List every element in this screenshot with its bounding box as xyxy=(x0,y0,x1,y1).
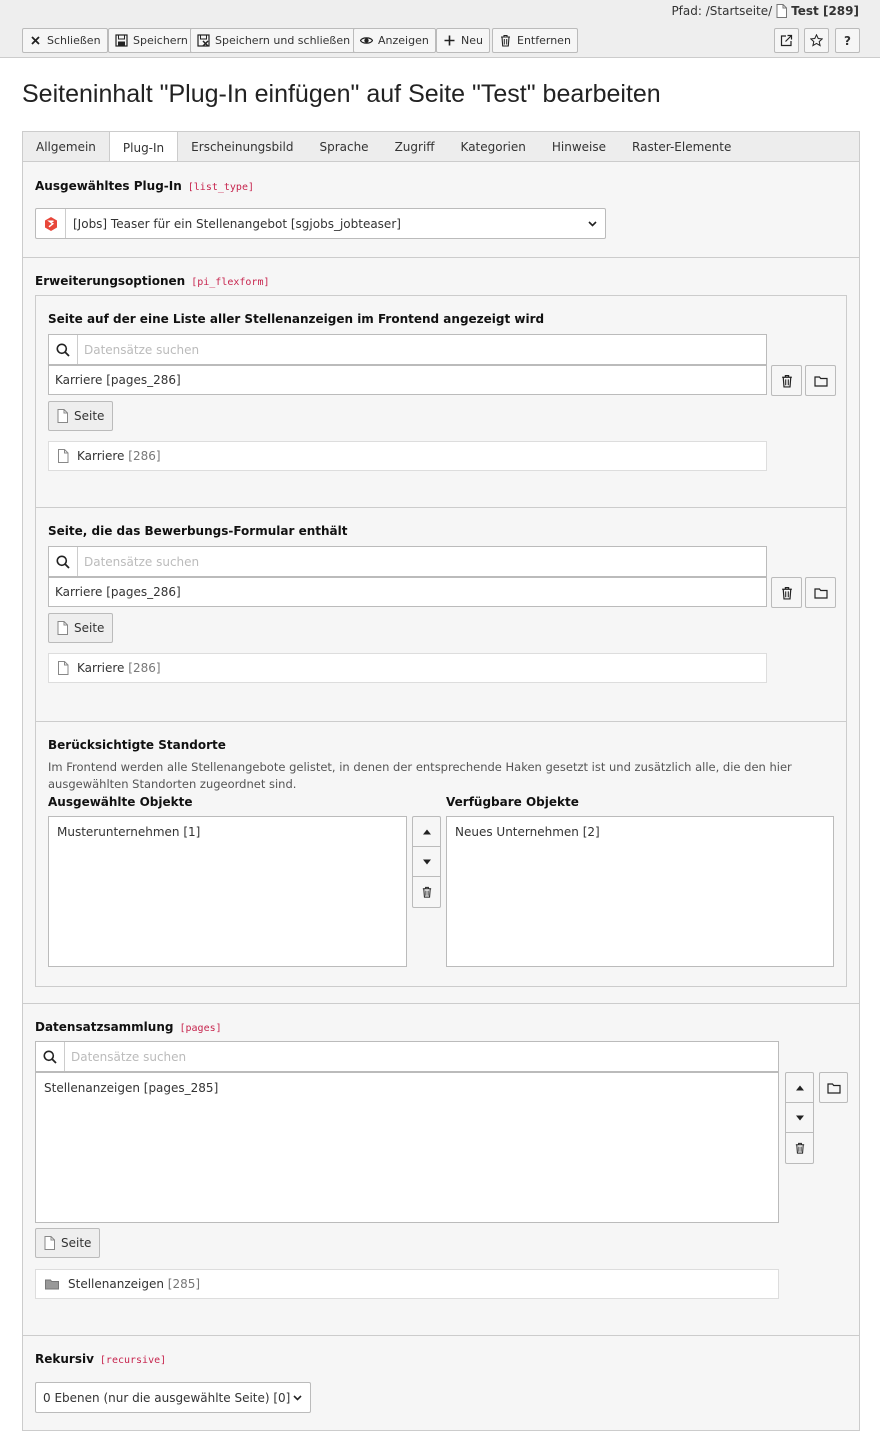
pages-search-input[interactable] xyxy=(65,1043,778,1071)
pages-list-controls xyxy=(785,1072,814,1164)
help-label: ? xyxy=(844,33,851,48)
flexform-container xyxy=(35,295,847,987)
trash-icon xyxy=(780,374,794,388)
list-page-search-input[interactable] xyxy=(78,336,766,364)
pages-search[interactable] xyxy=(35,1041,779,1072)
flexform-label-text: Erweiterungsoptionen xyxy=(35,274,186,288)
new-label: Neu xyxy=(461,34,483,47)
plugin-select-value: [Jobs] Teaser für ein Stellenangebot [sgjobs_jobteaser] xyxy=(73,216,401,231)
search-icon xyxy=(49,335,78,364)
pages-type-button[interactable] xyxy=(35,1228,100,1258)
external-link-icon xyxy=(780,34,793,47)
trash-icon xyxy=(780,586,794,600)
chevron-down-icon xyxy=(293,1395,302,1401)
tab-bar xyxy=(22,131,860,162)
form-page-record[interactable] xyxy=(48,653,767,683)
divider xyxy=(36,721,846,722)
star-icon xyxy=(810,34,823,47)
divider xyxy=(23,1003,859,1004)
chevron-down-icon xyxy=(588,221,597,227)
pages-label-text: Datensatzsammlung xyxy=(35,1020,174,1034)
folder-icon xyxy=(814,374,828,388)
page-icon xyxy=(57,661,69,675)
form-page-label: Seite, die das Bewerbungs-Formular enthält xyxy=(48,524,348,538)
form-page-type-button[interactable] xyxy=(48,613,113,643)
remove-selected-button[interactable] xyxy=(786,1133,813,1163)
caret-down-icon xyxy=(794,1112,806,1124)
list-page-browse-button[interactable] xyxy=(805,365,836,396)
close-label: Schließen xyxy=(47,34,101,47)
page-icon xyxy=(776,4,787,18)
flexform-field-code: [pi_flexform] xyxy=(191,277,270,288)
breadcrumb xyxy=(671,4,859,18)
save-button[interactable] xyxy=(108,28,195,53)
trash-icon xyxy=(794,1142,806,1154)
tab-allgemein[interactable]: Allgemein xyxy=(36,140,96,154)
path-label: Pfad: /Startseite/ xyxy=(671,4,773,18)
pages-field-code: [pages] xyxy=(179,1023,222,1034)
plugin-field-code: [list_type] xyxy=(187,182,254,193)
view-label: Anzeigen xyxy=(378,34,429,47)
plus-icon xyxy=(443,34,456,47)
pages-record-title: Stellenanzeigen xyxy=(68,1277,164,1291)
form-page-search-input[interactable] xyxy=(78,548,766,576)
move-down-button[interactable] xyxy=(786,1103,813,1133)
tab-erscheinungsbild[interactable]: Erscheinungsbild xyxy=(191,140,294,154)
save-close-icon xyxy=(197,34,210,47)
tab-hinweise[interactable]: Hinweise xyxy=(551,140,607,154)
caret-up-icon xyxy=(421,826,433,838)
folder-icon xyxy=(814,586,828,600)
tab-zugriff[interactable]: Zugriff xyxy=(394,140,435,154)
list-page-record-uid: [286] xyxy=(128,449,161,463)
tab-plugin[interactable]: Plug-In xyxy=(109,132,178,163)
eye-icon xyxy=(360,34,373,47)
close-button[interactable] xyxy=(22,28,108,53)
search-icon xyxy=(36,1042,65,1071)
move-up-button[interactable] xyxy=(786,1073,813,1103)
list-page-search[interactable] xyxy=(48,334,767,365)
page-icon xyxy=(44,1236,55,1250)
page-heading: Seiteninhalt "Plug-In einfügen" auf Seite "Test" bearbeiten xyxy=(22,80,661,108)
list-page-type-label: Seite xyxy=(74,409,105,423)
recursive-select-value: 0 Ebenen (nur die ausgewählte Seite) [0] xyxy=(43,1390,291,1405)
locations-help-text: Im Frontend werden alle Stellenangebote gelistet, in denen der entsprechende Haken gesetzt ist und zusätzlich alle, die den hier ausgewählten Standorten zugeordnet sind. xyxy=(48,760,792,791)
selected-objects-label: Ausgewählte Objekte xyxy=(48,795,193,809)
search-icon xyxy=(49,547,78,576)
folder-icon xyxy=(827,1081,841,1095)
recursive-label-text: Rekursiv xyxy=(35,1352,94,1366)
help-button[interactable] xyxy=(835,28,860,53)
form-page-browse-button[interactable] xyxy=(805,577,836,608)
save-icon xyxy=(115,34,128,47)
recursive-field-code: [recursive] xyxy=(99,1355,167,1366)
tab-panel-plugin xyxy=(22,161,860,1431)
remove-selected-button[interactable] xyxy=(413,877,440,907)
delete-button[interactable] xyxy=(492,28,578,53)
list-item[interactable]: Musterunternehmen [1] xyxy=(57,825,201,839)
page-icon xyxy=(57,621,68,635)
list-page-value[interactable]: Karriere [pages_286] xyxy=(48,365,767,395)
pages-record[interactable] xyxy=(35,1269,779,1299)
locations-label: Berücksichtigte Standorte xyxy=(48,738,226,752)
pages-record-uid: [285] xyxy=(167,1277,201,1291)
selected-objects-list[interactable] xyxy=(48,816,407,967)
flexform-label xyxy=(35,274,270,288)
docheader xyxy=(0,0,880,58)
delete-label: Entfernen xyxy=(517,34,571,47)
page-icon xyxy=(57,449,69,463)
pages-list[interactable] xyxy=(35,1072,779,1223)
divider xyxy=(23,257,859,258)
tab-raster-elemente[interactable]: Raster-Elemente xyxy=(632,140,732,154)
recursive-select[interactable] xyxy=(35,1382,311,1413)
new-button[interactable] xyxy=(436,28,490,53)
list-page-label: Seite auf der eine Liste aller Stellenanzeigen im Frontend angezeigt wird xyxy=(48,312,545,326)
list-page-record-title: Karriere xyxy=(77,449,125,463)
list-item[interactable]: Stellenanzeigen [pages_285] xyxy=(44,1081,219,1095)
list-page-record[interactable] xyxy=(48,441,767,471)
move-down-button[interactable] xyxy=(413,847,440,877)
form-page-search[interactable] xyxy=(48,546,767,577)
view-button[interactable] xyxy=(353,28,436,53)
form-page-type-label: Seite xyxy=(74,621,105,635)
close-icon xyxy=(29,34,42,47)
selected-objects-controls xyxy=(412,816,441,908)
list-page-type-button[interactable] xyxy=(48,401,113,431)
divider xyxy=(36,507,846,508)
trash-icon xyxy=(499,34,512,47)
page-icon xyxy=(57,409,68,423)
pages-browse-button[interactable] xyxy=(819,1072,848,1103)
pages-label xyxy=(35,1020,222,1034)
trash-icon xyxy=(421,886,433,898)
page-title[interactable]: Test [289] xyxy=(791,4,859,18)
plugin-logo-icon xyxy=(36,209,66,238)
move-up-button[interactable] xyxy=(413,817,440,847)
folder-page-icon xyxy=(44,1277,60,1291)
plugin-label xyxy=(35,179,254,193)
tab-kategorien[interactable]: Kategorien xyxy=(460,140,526,154)
save-close-button[interactable] xyxy=(190,28,357,53)
list-page-remove-button[interactable] xyxy=(771,365,802,396)
form-page-value[interactable]: Karriere [pages_286] xyxy=(48,577,767,607)
form-page-record-title: Karriere xyxy=(77,661,125,675)
caret-up-icon xyxy=(794,1082,806,1094)
caret-down-icon xyxy=(421,856,433,868)
available-objects-label: Verfügbare Objekte xyxy=(446,795,579,809)
form-page-record-uid: [286] xyxy=(128,661,161,675)
plugin-select[interactable] xyxy=(35,208,606,239)
open-new-window-button[interactable] xyxy=(774,28,799,53)
tab-sprache[interactable]: Sprache xyxy=(319,140,369,154)
save-label: Speichern xyxy=(133,34,188,47)
bookmark-button[interactable] xyxy=(804,28,829,53)
save-close-label: Speichern und schließen xyxy=(215,34,351,47)
available-objects-list[interactable] xyxy=(446,816,834,967)
recursive-label xyxy=(35,1352,166,1366)
divider xyxy=(23,1335,859,1336)
form-page-remove-button[interactable] xyxy=(771,577,802,608)
pages-type-label: Seite xyxy=(61,1236,92,1250)
plugin-label-text: Ausgewähltes Plug-In xyxy=(35,179,182,193)
list-item[interactable]: Neues Unternehmen [2] xyxy=(455,825,600,839)
